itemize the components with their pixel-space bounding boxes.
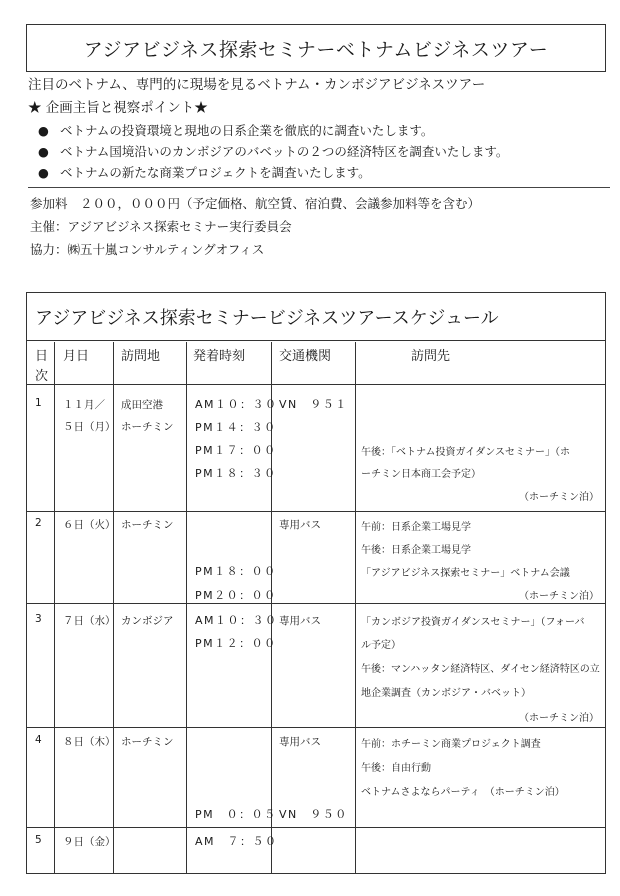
header-day: 日: [35, 349, 49, 364]
row-visit: （ホーチミン泊）: [519, 591, 599, 602]
row-place: ホーチミン: [121, 736, 174, 748]
cooperation: 協力：㈱五十嵐コンサルティングオフィス: [30, 242, 265, 257]
row-place: ホーチミン: [121, 519, 174, 531]
row-day: 2: [35, 517, 42, 529]
row-day: 5: [35, 834, 42, 846]
row-visit: 午前：日系企業工場見学: [361, 522, 471, 533]
schedule-table: [26, 292, 606, 874]
row-place-2: ホーチミン: [121, 421, 174, 433]
bullet-text: ベトナムの新たな商業プロジェクトを調査いたします。: [60, 165, 371, 180]
row-visit: ベトナムさよならパーティ （ホーチミン泊）: [361, 787, 565, 798]
row-visit: 午後：「ベトナム投資ガイダンスセミナー」（ホ: [361, 447, 570, 458]
intro-bullet: [28, 120, 608, 141]
row-time: PM１７：００: [195, 444, 277, 457]
row-visit: ーチミン日本商工会予定）: [361, 469, 481, 480]
row-visit: 地企業調査（カンボジア・バベット）: [361, 688, 531, 699]
row-visit: 午後：マンハッタン経済特区、ダイセン経済特区の立: [361, 664, 600, 675]
header-visit: 訪問先: [411, 349, 451, 364]
row-divider: [27, 603, 605, 604]
bullet-icon: ●: [38, 123, 49, 138]
row-time: PM１８：００: [195, 565, 277, 578]
row-time: PM２０：００: [195, 589, 277, 602]
organizer: 主催：アジアビジネス探索セミナー実行委員会: [30, 219, 292, 234]
row-time: AM１０：３０: [195, 614, 278, 627]
intro-headline: 注目のベトナム、専門的に現場を見るベトナム・カンボジアビジネスツアー: [28, 77, 486, 93]
bullet-icon: ●: [38, 144, 49, 159]
row-visit: （ホーチミン泊）: [519, 713, 599, 724]
row-transport: 専用バス: [279, 736, 321, 748]
participation-fee: 参加料 ２００，０００円（予定価格、航空賃、宿泊費、会議参加料等を含む）: [30, 196, 481, 211]
row-date: ９日（金）: [63, 836, 116, 848]
row-day: 1: [35, 397, 42, 409]
header-place: 訪問地: [121, 349, 161, 364]
row-date: ６日（火）: [63, 519, 116, 531]
divider: [28, 187, 610, 188]
intro-subheading: ★ 企画主旨と視察ポイント★: [28, 100, 208, 116]
row-time: PM１８：３０: [195, 467, 277, 480]
row-visit: （ホーチミン泊）: [519, 492, 599, 503]
row-time: PM１２：００: [195, 637, 277, 650]
row-date: １１月／: [63, 399, 105, 411]
column-divider: [54, 342, 55, 873]
document-title: アジアビジネス探索セミナーベトナムビジネスツアー: [26, 24, 606, 72]
intro-section: [28, 74, 608, 183]
row-visit: 「アジアビジネス探索セミナー」ベトナム会議: [361, 568, 570, 579]
row-visit: ル予定）: [361, 640, 401, 651]
intro-bullet: [28, 162, 608, 183]
row-time: PM１４：３０: [195, 421, 277, 434]
row-divider: [27, 511, 605, 512]
bullet-icon: ●: [38, 165, 49, 180]
header-day-2: 次: [35, 369, 49, 384]
row-transport: VN ９５１: [279, 398, 348, 411]
column-divider: [355, 342, 356, 873]
header-date: 月日: [63, 349, 90, 364]
row-day: 3: [35, 613, 42, 625]
row-time: AM ７：５０: [195, 835, 278, 848]
bullet-text: ベトナムの投資環境と現地の日系企業を徹底的に調査いたします。: [60, 123, 434, 138]
row-place: カンボジア: [121, 615, 174, 627]
bullet-text: ベトナム国境沿いのカンボジアのバベットの２つの経済特区を調査いたします。: [60, 144, 509, 159]
row-time: PM ０：０５: [195, 808, 277, 821]
row-transport: 専用バス: [279, 615, 321, 627]
row-visit: 午後：日系企業工場見学: [361, 545, 471, 556]
row-divider: [27, 727, 605, 728]
row-place: 成田空港: [121, 399, 163, 411]
row-time: AM１０：３０: [195, 398, 278, 411]
row-transport: 専用バス: [279, 519, 321, 531]
row-date-2: ５日（月）: [63, 421, 116, 433]
row-day: 4: [35, 734, 42, 746]
row-visit: 午前：ホチーミン商業プロジェクト調査: [361, 739, 541, 750]
row-transport-2: VN ９５０: [279, 808, 348, 821]
header-time: 発着時刻: [193, 349, 246, 364]
column-divider: [186, 342, 187, 873]
schedule-title: アジアビジネス探索セミナービジネスツアースケジュール: [27, 293, 605, 341]
header-transport: 交通機関: [279, 349, 332, 364]
row-date: ７日（水）: [63, 615, 116, 627]
row-visit: 「カンボジア投資ガイダンスセミナー」（フォーバ: [361, 617, 585, 628]
row-divider: [27, 827, 605, 828]
info-section: [30, 192, 480, 261]
row-visit: 午後：自由行動: [361, 763, 431, 774]
intro-bullet: [28, 141, 608, 162]
row-date: ８日（木）: [63, 736, 116, 748]
